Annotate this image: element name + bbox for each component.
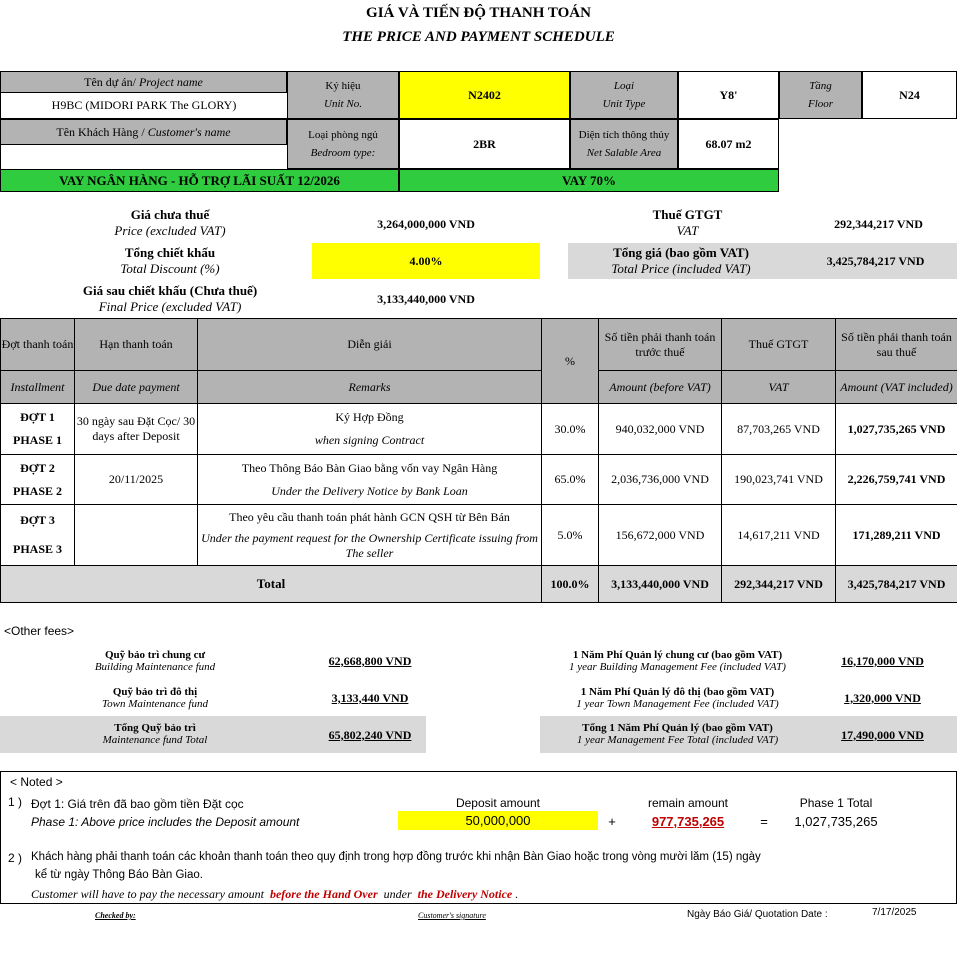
amount-before-cell: 156,672,000 VND	[599, 505, 722, 566]
final-price-value: 3,133,440,000 VND	[377, 291, 475, 306]
amount-before-cell: 2,036,736,000 VND	[599, 455, 722, 505]
header-amount-before: Số tiền phải thanh toán trước thuế	[599, 319, 722, 371]
mgmt-total-vn: Tổng 1 Năm Phí Quản lý (bao gồm VAT)	[582, 722, 773, 734]
unit-label-en: Unit No.	[324, 98, 362, 110]
total-price-label-en: Total Price (included VAT)	[611, 261, 751, 276]
note2-en-highlight2: the Delivery Notice	[417, 887, 513, 901]
discount-label-vn: Tổng chiết khấu	[124, 245, 216, 260]
remain-value: 977,735,265	[651, 813, 725, 829]
remark-cell	[198, 455, 542, 505]
building-fund-label	[60, 646, 250, 676]
vat-cell: 87,703,265 VND	[722, 404, 836, 455]
amount-after-cell: 1,027,735,265 VND	[836, 404, 957, 455]
amount-after-cell: 2,226,759,741 VND	[836, 455, 957, 505]
discount-label	[60, 244, 280, 278]
table-row	[1, 455, 957, 505]
header-amount-after: Số tiền phải thanh toán sau thuế	[836, 319, 957, 371]
building-fund-en: Building Maintenance fund	[94, 661, 216, 673]
project-label-en: Project name	[138, 74, 203, 89]
area-label	[570, 119, 678, 169]
remark-vn: Theo Thông Báo Bàn Giao bằng vốn vay Ngân Hàng	[241, 460, 498, 475]
price-label-vn: Giá chưa thuế	[130, 207, 210, 222]
floor-label	[779, 71, 862, 119]
phase-cell	[1, 505, 75, 566]
note1-number: 1 )	[8, 795, 23, 809]
final-price-label	[40, 282, 300, 316]
customer-label-en: Customer's name	[147, 124, 231, 139]
vat-label	[580, 206, 795, 240]
header-amount-before-en: Amount (before VAT)	[599, 371, 722, 404]
remark-cell	[198, 505, 542, 566]
vat-value: 292,344,217 VND	[834, 216, 923, 231]
deposit-value: 50,000,000	[398, 811, 598, 830]
town-fund-label	[60, 683, 250, 713]
mgmt-town-vn: 1 Năm Phí Quản lý đô thị (bao gồm VAT)	[580, 686, 775, 698]
total-amount-before: 3,133,440,000 VND	[599, 566, 722, 603]
table-row	[1, 404, 957, 455]
amount-before-cell: 940,032,000 VND	[599, 404, 722, 455]
area-value: 68.07 m2	[678, 119, 779, 169]
total-amount-after: 3,425,784,217 VND	[836, 566, 957, 603]
phase-en: PHASE 2	[12, 483, 62, 498]
header-vat-en: VAT	[722, 371, 836, 404]
customer-value	[0, 145, 287, 169]
other-fees-heading: <Other fees>	[4, 624, 75, 638]
mgmt-building-en: 1 year Building Management Fee (included VAT)	[569, 661, 786, 673]
total-vat: 292,344,217 VND	[722, 566, 836, 603]
project-value: H9BC (MIDORI PARK The GLORY)	[0, 93, 287, 119]
header-percent: %	[542, 319, 599, 404]
remain-label: remain amount	[647, 796, 729, 810]
remark-vn: Theo yêu cầu thanh toán phát hành GCN QSH từ Bên Bán	[229, 509, 510, 524]
bedroom-value: 2BR	[399, 119, 570, 169]
bedroom-label-en: Bedroom type:	[310, 147, 376, 159]
mgmt-building-vn: 1 Năm Phí Quản lý chung cư (bao gồm VAT)	[572, 649, 783, 661]
table-total-row	[1, 566, 957, 603]
payment-schedule-table	[0, 318, 957, 603]
page-title-vn: GIÁ VÀ TIẾN ĐỘ THANH TOÁN	[366, 4, 591, 21]
total-price-label-vn: Tổng giá (bao gồm VAT)	[613, 245, 749, 260]
customer-label-vn: Tên Khách Hàng /	[56, 124, 145, 139]
note2-en-highlight1: before the Hand Over	[269, 887, 378, 901]
note2-vn-line2: kể từ ngày Thông Báo Bàn Giao.	[35, 869, 203, 881]
equals-sign: =	[760, 813, 768, 829]
building-fund-value: 62,668,800 VND	[328, 653, 412, 668]
remark-en: when signing Contract	[314, 433, 425, 447]
note1-en: Phase 1: Above price includes the Deposit amount	[31, 815, 300, 829]
vat-label-vn: Thuế GTGT	[652, 207, 723, 222]
due-cell	[75, 505, 198, 566]
unit-label-vn: Ký hiệu	[325, 80, 361, 92]
quotation-date-label: Ngày Báo Giá/ Quotation Date :	[687, 909, 828, 920]
plus-sign: +	[608, 813, 616, 829]
table-header-row	[1, 319, 957, 371]
mgmt-total-label	[540, 719, 815, 749]
header-installment-vn: Đợt thanh toán	[1, 337, 74, 351]
floor-value: N24	[862, 71, 957, 119]
total-label: Total	[1, 566, 542, 603]
type-label-en: Unit Type	[602, 98, 646, 110]
phase1-total-label: Phase 1 Total	[799, 796, 873, 810]
deposit-label: Deposit amount	[455, 796, 541, 810]
bedroom-label-vn: Loại phòng ngủ	[308, 129, 378, 141]
due-cell: 20/11/2025	[75, 455, 198, 505]
vat-label-en: VAT	[676, 223, 699, 238]
mgmt-total-value: 17,490,000 VND	[841, 727, 924, 742]
project-label-vn: Tên dự án/	[84, 74, 136, 89]
floor-label-en: Floor	[807, 98, 834, 110]
area-label-en: Net Salable Area	[586, 147, 662, 159]
header-amount-after-en: Amount (VAT included)	[836, 371, 957, 404]
note2-en-c: under	[383, 887, 412, 901]
due-cell: 30 ngày sau Đặt Cọc/ 30 days after Deposit	[75, 404, 198, 455]
notes-heading: < Noted >	[10, 775, 63, 789]
header-remarks: Diễn giải	[198, 319, 542, 371]
discount-label-en: Total Discount (%)	[120, 261, 220, 276]
discount-value: 4.00%	[312, 243, 540, 279]
unit-label	[287, 71, 399, 119]
percent-cell: 30.0%	[542, 404, 599, 455]
fund-total-vn: Tổng Quỹ bảo trì	[114, 722, 196, 734]
note2-number: 2 )	[8, 851, 23, 865]
percent-cell: 5.0%	[542, 505, 599, 566]
unit-value: N2402	[399, 71, 570, 119]
remark-cell	[198, 404, 542, 455]
notes-box	[0, 771, 957, 904]
phase-cell	[1, 455, 75, 505]
vat-cell: 14,617,211 VND	[722, 505, 836, 566]
fund-total-en: Maintenance fund Total	[102, 734, 208, 746]
mgmt-town-value: 1,320,000 VND	[844, 690, 921, 705]
note2-vn-line1: Khách hàng phải thanh toán các khoản thanh toán theo quy định trong hợp đồng trước khi nhận Bàn Giao hoặc trong vòng mười lăm (15) ngày	[31, 851, 761, 863]
table-row	[1, 505, 957, 566]
town-fund-en: Town Maintenance fund	[102, 698, 208, 710]
phase-vn: ĐỢT 1	[20, 410, 55, 424]
town-fund-value: 3,133,440 VND	[331, 690, 409, 705]
customer-signature-label: Customer's signature	[418, 911, 486, 920]
price-label-en: Price (excluded VAT)	[114, 223, 226, 238]
amount-after-cell: 171,289,211 VND	[836, 505, 957, 566]
total-price-label	[568, 243, 794, 279]
page-title-en: THE PRICE AND PAYMENT SCHEDULE	[342, 28, 615, 45]
header-installment	[1, 319, 75, 371]
mgmt-building-value: 16,170,000 VND	[841, 653, 924, 668]
phase-cell	[1, 404, 75, 455]
percent-cell: 65.0%	[542, 455, 599, 505]
note2-en	[31, 887, 518, 902]
banner-loan-support: VAY NGÂN HÀNG - HỖ TRỢ LÃI SUẤT 12/2026	[0, 169, 399, 192]
final-price-label-vn: Giá sau chiết khấu (Chưa thuế)	[82, 283, 258, 298]
table-header-en-row	[1, 371, 957, 404]
price-value: 3,264,000,000 VND	[377, 216, 475, 231]
fund-total-label	[60, 719, 250, 749]
mgmt-town-label	[540, 683, 815, 713]
phase-en: PHASE 3	[12, 542, 62, 556]
final-price-label-en: Final Price (excluded VAT)	[98, 299, 242, 314]
phase-en: PHASE 1	[12, 433, 62, 447]
total-price-value: 3,425,784,217 VND	[794, 243, 957, 279]
project-label	[0, 71, 287, 93]
remark-en: Under the Delivery Notice by Bank Loan	[271, 483, 468, 498]
floor-label-vn: Tầng	[809, 80, 832, 92]
checked-by-label: Checked by:	[95, 911, 136, 920]
note2-en-a: Customer will have to pay the necessary amount	[31, 887, 264, 901]
note1-vn: Đợt 1: Giá trên đã bao gồm tiền Đặt cọc	[31, 797, 244, 811]
customer-label	[0, 119, 287, 145]
town-fund-vn: Quỹ bảo trì đô thị	[112, 686, 198, 698]
remark-en: Under the payment request for the Ownership Certificate issuing from The seller	[201, 530, 538, 560]
remark-vn: Ký Hợp Đồng	[335, 410, 404, 424]
bedroom-label	[287, 119, 399, 169]
area-label-vn: Diện tích thông thủy	[578, 129, 670, 141]
banner-loan-percent: VAY 70%	[399, 169, 779, 192]
price-label	[60, 206, 280, 240]
vat-cell: 190,023,741 VND	[722, 455, 836, 505]
note2-en-end: .	[515, 887, 519, 901]
type-label-vn: Loại	[613, 80, 635, 92]
building-fund-vn: Quỹ bảo trì chung cư	[104, 649, 206, 661]
header-installment-en: Installment	[1, 371, 75, 404]
fund-total-value: 65,802,240 VND	[328, 727, 412, 742]
header-vat: Thuế GTGT	[722, 319, 836, 371]
phase-vn: ĐỢT 3	[20, 513, 55, 527]
type-label	[570, 71, 678, 119]
header-remarks-en: Remarks	[198, 371, 542, 404]
type-value: Y8'	[678, 71, 779, 119]
mgmt-town-en: 1 year Town Management Fee (included VAT)	[576, 698, 779, 710]
header-due: Hạn thanh toán	[75, 319, 198, 371]
mgmt-building-label	[540, 646, 815, 676]
header-due-en: Due date payment	[75, 371, 198, 404]
mgmt-total-en: 1 year Management Fee Total (included VAT)	[576, 734, 779, 746]
phase-vn: ĐỢT 2	[20, 460, 55, 475]
total-percent: 100.0%	[542, 566, 599, 603]
quotation-date-value: 7/17/2025	[872, 907, 917, 918]
phase1-total-value: 1,027,735,265	[794, 813, 878, 829]
